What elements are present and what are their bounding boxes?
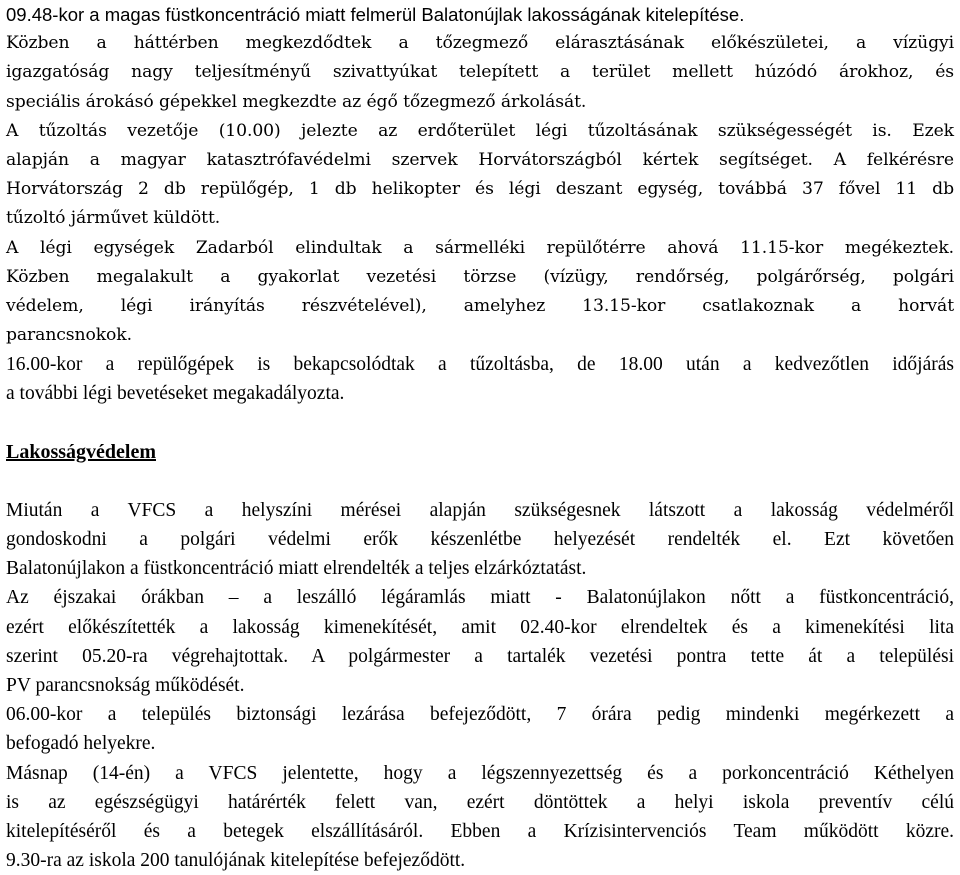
text-line: igazgatóság nagy teljesítményű szivattyúkat telepített a terület mellett húzódó árokhoz, és <box>6 62 954 83</box>
text-line: speciális árokásó gépekkel megkezdte az égő tőzegmező árkolását. <box>6 91 587 112</box>
text-line: A légi egységek Zadarból elindultak a sármelléki repülőtérre ahová 11.15-kor megékeztek. <box>6 237 954 258</box>
text-line: tűzoltó járművet küldött. <box>6 208 221 229</box>
text-line: gondoskodni a polgári védelmi erők készenlétbe helyezését rendelték el. Ezt követően <box>6 529 954 550</box>
text-line: 9.30-ra az iskola 200 tanulójának kitelepítése befejeződött. <box>6 850 466 872</box>
text-line: A tűzoltás vezetője (10.00) jelezte az erdőterület légi tűzoltásának szükségességét is. Ezek <box>6 120 954 141</box>
text-line: kitelepítéséről és a betegek elszállításáról. Ebben a Krízisintervenciós Team működött közre. <box>6 820 954 842</box>
text-line: 06.00-kor a település biztonsági lezárása befejeződött, 7 órára pedig mindenki megérkezett a <box>6 704 954 726</box>
text-line: befogadó helyekre. <box>6 733 156 755</box>
text-line: Balatonújlakon a füstkoncentráció miatt elrendelték a teljes elzárkóztatást. <box>6 558 587 580</box>
text-line: PV parancsnokság működését. <box>6 674 245 696</box>
text-line: védelem, légi irányítás részvételével), amelyhez 13.15-kor csatlakoznak a horvát <box>6 295 954 316</box>
text-line: is az egészségügyi határérték felett van, ezért döntöttek a helyi iskola preventív célú <box>6 791 954 813</box>
events-section <box>6 0 954 409</box>
text-line: Az éjszakai órákban – a leszálló légáramlás miatt - Balatonújlakon nőtt a füstkoncentráció, <box>6 587 954 609</box>
document-page <box>6 0 954 875</box>
text-line: ezért előkészítették a lakosság kimenekítését, amit 02.40-kor elrendeltek és a kimenekítési lita <box>6 616 954 638</box>
text-line: Horvátország 2 db repülőgép, 1 db helikopter és légi deszant egység, továbbá 37 fővel 11 db <box>6 179 954 200</box>
text-line: szerint 05.20-ra végrehajtottak. A polgármester a tartalék vezetési pontra tette át a települési <box>6 645 954 667</box>
text-line: Közben megalakult a gyakorlat vezetési törzse (vízügy, rendőrség, polgárőrség, polgári <box>6 266 954 287</box>
text-line: a további légi bevetéseket megakadályozta. <box>6 383 345 405</box>
text-line: Közben a háttérben megkezdődtek a tőzegmező elárasztásának előkészületei, a vízügyi <box>6 33 954 54</box>
text-line: 09.48-kor a magas füstkoncentráció miatt felmerül Balatonújlak lakosságának kitelepítése. <box>6 4 745 25</box>
text-line: 16.00-kor a repülőgépek is bekapcsolódtak a tűzoltásba, de 18.00 után a kedvezőtlen időjárás <box>6 354 954 376</box>
section-gap <box>6 409 954 438</box>
text-line: Másnap (14-én) a VFCS jelentette, hogy a légszennyezettség és a porkoncentráció Kéthelyen <box>6 762 954 784</box>
text-line: alapján a magyar katasztrófavédelmi szervek Horvátországból kértek segítséget. A felkérésre <box>6 149 954 170</box>
population-protection-section <box>6 496 954 875</box>
section-heading: Lakosságvédelem <box>6 440 156 463</box>
text-line: parancsnokok. <box>6 325 132 346</box>
section-gap <box>6 467 954 496</box>
text-line: Miután a VFCS a helyszíni mérései alapján szükségesnek látszott a lakosság védelméről <box>6 499 954 521</box>
